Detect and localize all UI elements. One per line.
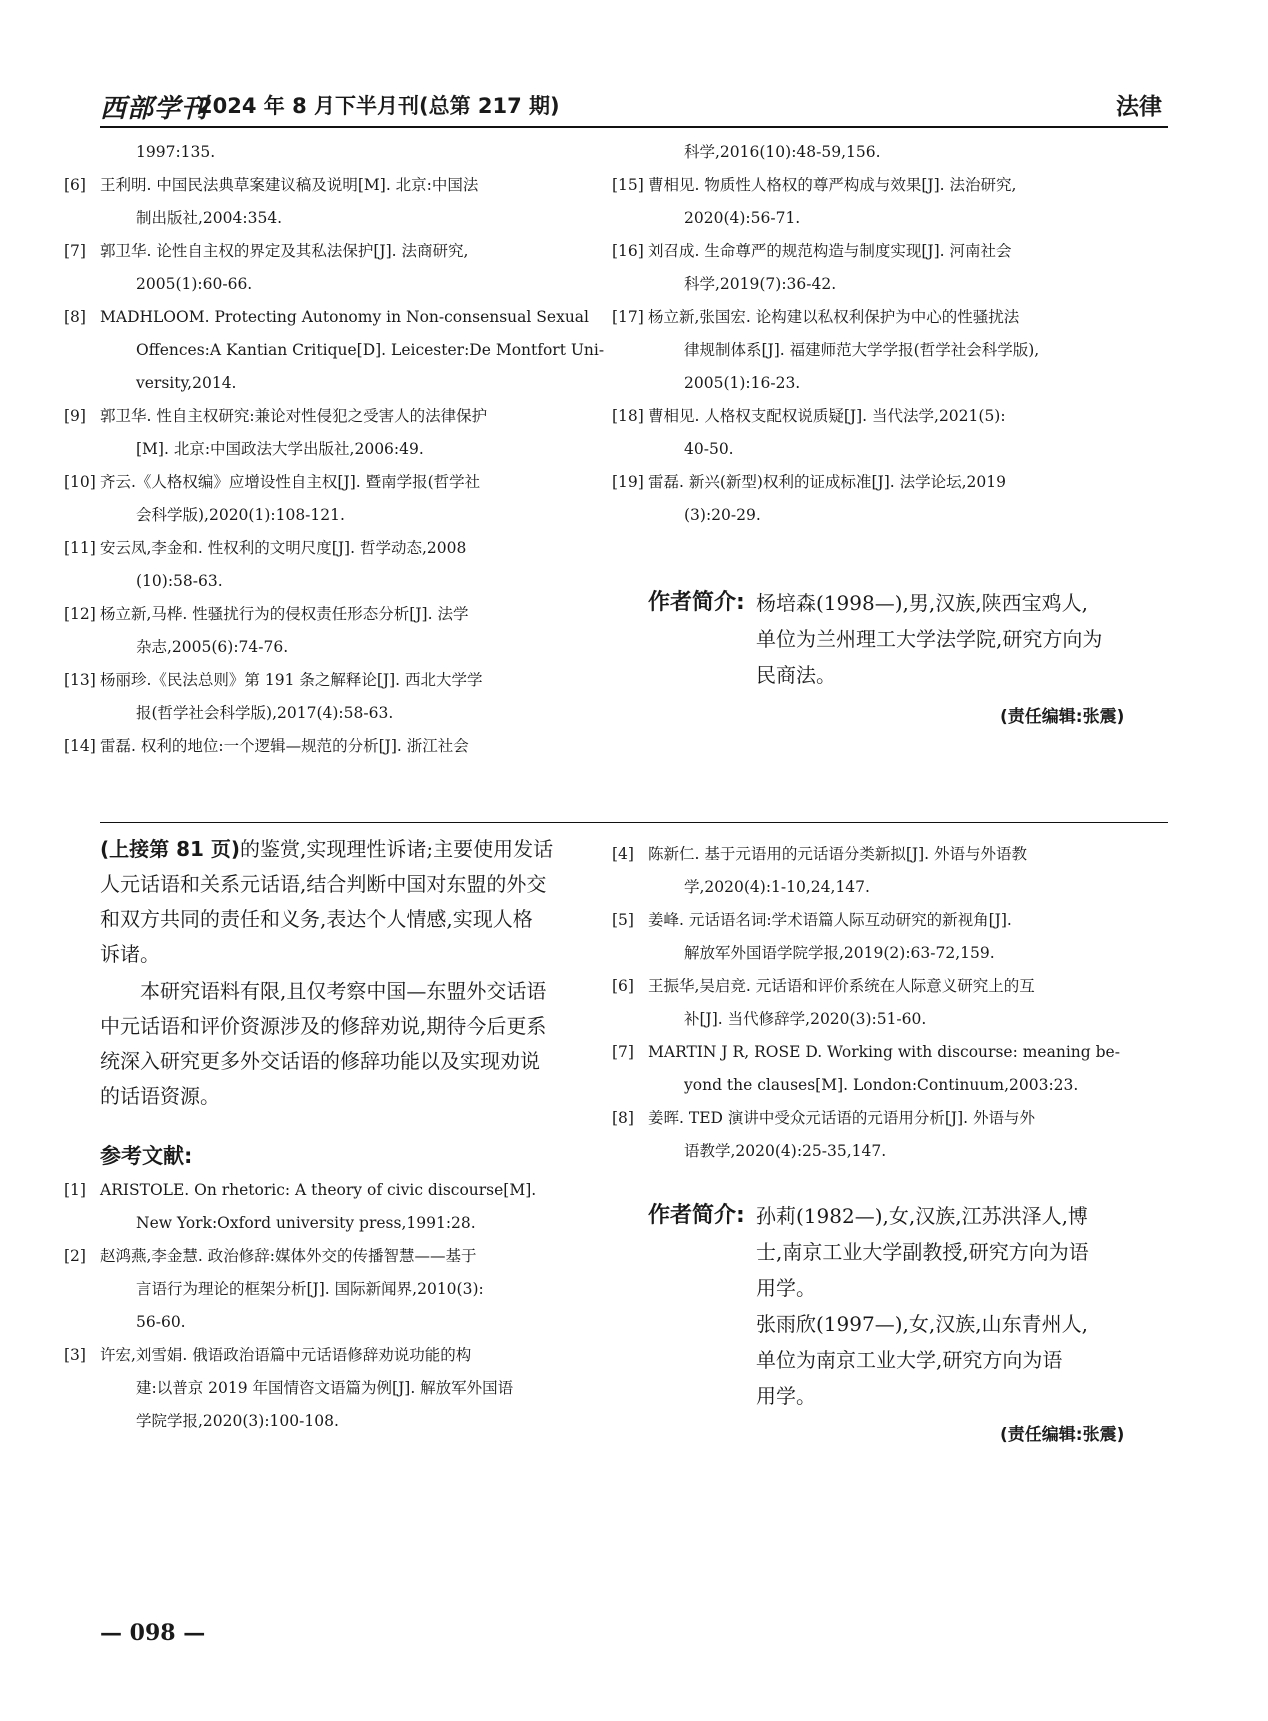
reference-text: 学院学报,2020(3):100-108.: [136, 1412, 339, 1430]
reference-item: [15] 曹相见. 物质性人格权的尊严构成与效果[J]. 法治研究, 2020(4):56-71.: [612, 176, 1017, 227]
page-header: [100, 84, 1168, 124]
reference-text: 陈新仁. 基于元语用的元话语分类新拟[J]. 外语与外语教: [648, 845, 1028, 863]
reference-text: (3):20-29.: [684, 506, 761, 524]
reference-text: 言语行为理论的框架分析[J]. 国际新闻界,2010(3):: [136, 1280, 484, 1298]
reference-text: 40-50.: [684, 440, 734, 458]
text-line: 士,南京工业大学副教授,研究方向为语: [756, 1240, 1089, 1264]
reference-text: New York:Oxford university press,1991:28.: [136, 1214, 476, 1232]
reference-text: 科学,2016(10):48-59,156.: [684, 143, 881, 161]
conclusion-paragraph: [100, 974, 620, 1114]
continued-from-label: (上接第 81 页): [100, 837, 241, 861]
reference-item: [4] 陈新仁. 基于元语用的元话语分类新拟[J]. 外语与外语教 学,2020(4):1-10,24,147.: [612, 845, 1028, 896]
reference-text: 制出版社,2004:354.: [136, 209, 283, 227]
bottom-left-references: [64, 1174, 620, 1438]
reference-text: 补[J]. 当代修辞学,2020(3):51-60.: [684, 1010, 927, 1028]
reference-text: versity,2014.: [136, 374, 237, 392]
text-line: 用学。: [756, 1384, 816, 1408]
reference-item: [11] 安云凤,李金和. 性权利的文明尺度[J]. 哲学动态,2008 (10):58-63.: [64, 539, 467, 590]
reference-text: 杂志,2005(6):74-76.: [136, 638, 289, 656]
reference-text: (10):58-63.: [136, 572, 223, 590]
reference-item: [8] 姜晖. TED 演讲中受众元话语的元语用分析[J]. 外语与外 语教学,2020(4):25-35,147.: [612, 1109, 1036, 1160]
author-paragraph: [756, 1198, 1168, 1306]
top-right-references: [612, 136, 1168, 532]
reference-text: 齐云.《人格权编》应增设性自主权[J]. 暨南学报(哲学社: [100, 473, 481, 491]
reference-text: MADHLOOM. Protecting Autonomy in Non-consensual Sexual: [100, 308, 590, 326]
text-line: 孙莉(1982—),女,汉族,江苏洪泽人,博: [756, 1204, 1088, 1228]
text-line: 民商法。: [756, 663, 836, 687]
reference-text: 姜峰. 元话语名词:学术语篇人际互动研究的新视角[J].: [648, 911, 1012, 929]
reference-text: 许宏,刘雪娟. 俄语政治语篇中元话语修辞劝说功能的构: [100, 1346, 472, 1364]
bottom-left-column: [64, 832, 620, 1438]
continued-paragraph: [100, 832, 620, 972]
reference-text: 律规制体系[J]. 福建师范大学学报(哲学社会科学版),: [684, 341, 1040, 359]
text-line: 的话语资源。: [100, 1084, 220, 1108]
text-line: 用学。: [756, 1276, 816, 1300]
reference-text: 王利明. 中国民法典草案建议稿及说明[M]. 北京:中国法: [100, 176, 479, 194]
reference-text: 姜晖. TED 演讲中受众元话语的元语用分析[J]. 外语与外: [648, 1109, 1036, 1127]
reference-text: 语教学,2020(4):25-35,147.: [684, 1142, 887, 1160]
reference-text: 安云凤,李金和. 性权利的文明尺度[J]. 哲学动态,2008: [100, 539, 467, 557]
reference-item: [16] 刘召成. 生命尊严的规范构造与制度实现[J]. 河南社会 科学,2019(7):36-42.: [612, 242, 1012, 293]
reference-text: Offences:A Kantian Critique[D]. Leicester:De Montfort Uni-: [136, 341, 605, 359]
page-number: — 098 —: [100, 1620, 206, 1646]
text-line: 和双方共同的责任和义务,表达个人情感,实现人格: [100, 907, 533, 931]
author-bio-text: [756, 585, 1168, 693]
references-title: 参考文献:: [100, 1144, 193, 1168]
reference-item: [6] 王振华,吴启竞. 元话语和评价系统在人际意义研究上的互 补[J]. 当代修辞学,2020(3):51-60.: [612, 977, 1035, 1028]
reference-item: [17] 杨立新,张国宏. 论构建以私权利保护为中心的性骚扰法 律规制体系[J]. 福建师范大学学报(哲学社会科学版), 2005(1):16-23.: [612, 308, 1040, 392]
reference-item: [18] 曹相见. 人格权支配权说质疑[J]. 当代法学,2021(5): 40-50.: [612, 407, 1006, 458]
reference-text: 郭卫华. 性自主权研究:兼论对性侵犯之受害人的法律保护: [100, 407, 488, 425]
reference-text: 2005(1):60-66.: [136, 275, 253, 293]
reference-item: [8] MADHLOOM. Protecting Autonomy in Non-consensual Sexual Offences:A Kantian Critique[D]. Leicester:De Montfort Uni- versity,2014.: [64, 308, 605, 392]
author-bio-label: 作者简介:: [648, 1203, 745, 1228]
reference-item: [648, 136, 1168, 169]
reference-text: 雷磊. 权利的地位:一个逻辑—规范的分析[J]. 浙江社会: [100, 737, 469, 755]
section-divider: [100, 822, 1168, 823]
reference-text: 学,2020(4):1-10,24,147.: [684, 878, 870, 896]
reference-text: 郭卫华. 论性自主权的界定及其私法保护[J]. 法商研究,: [100, 242, 469, 260]
reference-text: 会科学版),2020(1):108-121.: [136, 506, 345, 524]
reference-item: [100, 136, 620, 169]
reference-item: [2] 赵鸿燕,李金慧. 政治修辞:媒体外交的传播智慧——基于 言语行为理论的框架分析[J]. 国际新闻界,2010(3): 56-60.: [64, 1247, 484, 1331]
bottom-editor-credit: (责任编辑:张震): [1000, 1425, 1125, 1445]
text-line: 的鉴赏,实现理性诉诸;主要使用发话: [240, 837, 554, 861]
reference-text: 赵鸿燕,李金慧. 政治修辞:媒体外交的传播智慧——基于: [100, 1247, 477, 1265]
text-line: 本研究语料有限,且仅考察中国—东盟外交话语: [140, 979, 547, 1003]
journal-logo: 西部学刊: [100, 94, 209, 124]
reference-text: ARISTOLE. On rhetoric: A theory of civic discourse[M].: [100, 1181, 537, 1199]
reference-item: [9] 郭卫华. 性自主权研究:兼论对性侵犯之受害人的法律保护 [M]. 北京:中国政法大学出版社,2006:49.: [64, 407, 488, 458]
reference-text: 刘召成. 生命尊严的规范构造与制度实现[J]. 河南社会: [648, 242, 1012, 260]
text-line: 杨培森(1998—),男,汉族,陕西宝鸡人,: [756, 591, 1088, 615]
reference-item: [3] 许宏,刘雪娟. 俄语政治语篇中元话语修辞劝说功能的构 建:以普京 2019 年国情咨文语篇为例[J]. 解放军外国语 学院学报,2020(3):100-108.: [64, 1346, 514, 1430]
author-paragraph: [756, 585, 1168, 693]
author-bio-text: [756, 1198, 1168, 1414]
reference-item: [6] 王利明. 中国民法典草案建议稿及说明[M]. 北京:中国法 制出版社,2004:354.: [64, 176, 479, 227]
text-line: 单位为兰州理工大学法学院,研究方向为: [756, 627, 1103, 651]
reference-text: 建:以普京 2019 年国情咨文语篇为例[J]. 解放军外国语: [136, 1379, 514, 1397]
bottom-right-references: [612, 838, 1168, 1168]
reference-item: [7] 郭卫华. 论性自主权的界定及其私法保护[J]. 法商研究, 2005(1):60-66.: [64, 242, 469, 293]
reference-text: [M]. 北京:中国政法大学出版社,2006:49.: [136, 440, 424, 458]
section-name: 法律: [1116, 94, 1162, 120]
reference-text: 2020(4):56-71.: [684, 209, 801, 227]
text-line: 张雨欣(1997—),女,汉族,山东青州人,: [756, 1312, 1088, 1336]
reference-item: [19] 雷磊. 新兴(新型)权利的证成标准[J]. 法学论坛,2019 (3):20-29.: [612, 473, 1006, 524]
reference-text: 曹相见. 人格权支配权说质疑[J]. 当代法学,2021(5):: [648, 407, 1006, 425]
text-line: 中元话语和评价资源涉及的修辞劝说,期待今后更系: [100, 1014, 547, 1038]
text-line: 诉诸。: [100, 942, 160, 966]
reference-text: 1997:135.: [136, 143, 216, 161]
reference-text: 王振华,吴启竞. 元话语和评价系统在人际意义研究上的互: [648, 977, 1035, 995]
reference-text: 杨丽珍.《民法总则》第 191 条之解释论[J]. 西北大学学: [100, 671, 483, 689]
reference-item: [10] 齐云.《人格权编》应增设性自主权[J]. 暨南学报(哲学社 会科学版),2020(1):108-121.: [64, 473, 481, 524]
reference-text: 解放军外国语学院学报,2019(2):63-72,159.: [684, 944, 995, 962]
text-line: 人元话语和关系元话语,结合判断中国对东盟的外交: [100, 872, 547, 896]
reference-item: [7] MARTIN J R, ROSE D. Working with discourse: meaning be- yond the clauses[M]. London:Continuum,2003:23.: [612, 1043, 1120, 1094]
reference-item: [12] 杨立新,马桦. 性骚扰行为的侵权责任形态分析[J]. 法学 杂志,2005(6):74-76.: [64, 605, 469, 656]
reference-item: [14] 雷磊. 权利的地位:一个逻辑—规范的分析[J]. 浙江社会: [64, 737, 469, 755]
reference-text: yond the clauses[M]. London:Continuum,2003:23.: [684, 1076, 1079, 1094]
reference-text: 科学,2019(7):36-42.: [684, 275, 837, 293]
text-line: 单位为南京工业大学,研究方向为语: [756, 1348, 1063, 1372]
reference-text: 杨立新,张国宏. 论构建以私权利保护为中心的性骚扰法: [648, 308, 1020, 326]
reference-text: 报(哲学社会科学版),2017(4):58-63.: [136, 704, 394, 722]
issue-info: 2024 年 8 月下半月刊(总第 217 期): [198, 94, 560, 118]
reference-text: 2005(1):16-23.: [684, 374, 801, 392]
header-rule: [100, 126, 1168, 128]
top-editor-credit: (责任编辑:张震): [1000, 707, 1125, 727]
reference-text: 56-60.: [136, 1313, 186, 1331]
reference-text: 雷磊. 新兴(新型)权利的证成标准[J]. 法学论坛,2019: [648, 473, 1006, 491]
top-left-references: [64, 136, 620, 763]
author-paragraph: [756, 1306, 1168, 1414]
reference-item: [1] ARISTOLE. On rhetoric: A theory of civic discourse[M]. New York:Oxford university press,1991:28.: [64, 1181, 537, 1232]
text-line: 统深入研究更多外交话语的修辞功能以及实现劝说: [100, 1049, 540, 1073]
reference-text: MARTIN J R, ROSE D. Working with discourse: meaning be-: [648, 1043, 1120, 1061]
reference-item: [5] 姜峰. 元话语名词:学术语篇人际互动研究的新视角[J]. 解放军外国语学院学报,2019(2):63-72,159.: [612, 911, 1012, 962]
reference-text: 杨立新,马桦. 性骚扰行为的侵权责任形态分析[J]. 法学: [100, 605, 469, 623]
author-bio-label: 作者简介:: [648, 590, 745, 615]
reference-text: 曹相见. 物质性人格权的尊严构成与效果[J]. 法治研究,: [648, 176, 1017, 194]
reference-item: [13] 杨丽珍.《民法总则》第 191 条之解释论[J]. 西北大学学 报(哲学社会科学版),2017(4):58-63.: [64, 671, 483, 722]
